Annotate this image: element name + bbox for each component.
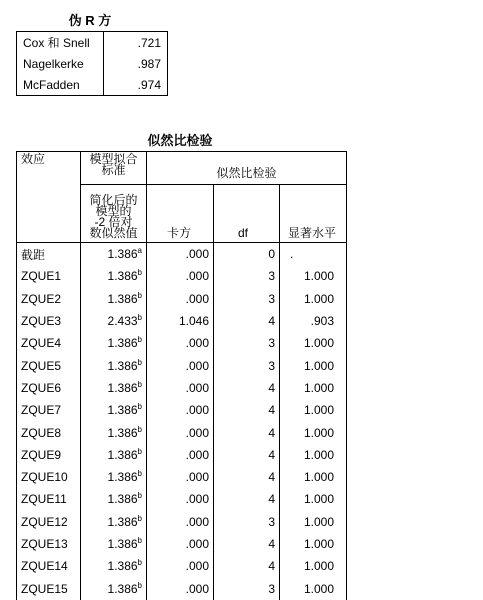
header-sig: 显著水平 <box>280 185 347 243</box>
pseudo-r2-label: McFadden <box>17 74 104 96</box>
lr-test-row <box>17 354 347 376</box>
lr-test-title: 似然比检验 <box>147 133 213 148</box>
neg2ll-value <box>81 243 147 266</box>
df-value: 4 <box>214 399 280 421</box>
lr-test-row <box>17 466 347 488</box>
sig-value: 1.000 <box>280 511 347 533</box>
sig-value: . <box>280 243 347 266</box>
pseudo-r2-row <box>17 32 168 54</box>
effect-name: ZQUE4 <box>17 332 81 354</box>
neg2ll-number: 1.386 <box>107 247 138 262</box>
effect-name: 截距 <box>17 243 81 266</box>
lr-test-row <box>17 377 347 399</box>
pseudo-r2-label: Nagelkerke <box>17 53 104 74</box>
neg2ll-value <box>81 310 147 332</box>
effect-name: ZQUE11 <box>17 488 81 510</box>
chi-square-value: .000 <box>147 511 214 533</box>
effect-name: ZQUE1 <box>17 265 81 287</box>
header-model-fit-text: 模型拟合 标准 <box>89 152 138 177</box>
footnote-marker: b <box>137 357 142 367</box>
lr-test-row <box>17 488 347 510</box>
df-value: 4 <box>214 421 280 443</box>
header-lr-group: 似然比检验 <box>147 152 347 185</box>
lr-test-row <box>17 243 347 266</box>
effect-name: ZQUE6 <box>17 377 81 399</box>
pseudo-r2-value: .974 <box>104 74 168 96</box>
neg2ll-number: 1.386 <box>107 380 138 395</box>
lr-test-row <box>17 332 347 354</box>
lr-test-row <box>17 577 347 599</box>
effect-name: ZQUE3 <box>17 310 81 332</box>
df-value: 3 <box>214 354 280 376</box>
neg2ll-value <box>81 288 147 310</box>
effect-name: ZQUE10 <box>17 466 81 488</box>
pseudo-r2-label: Cox 和 Snell <box>17 32 104 54</box>
footnote-marker: b <box>137 290 142 300</box>
header-effect: 效应 <box>17 152 81 243</box>
footnote-marker: b <box>137 536 142 545</box>
effect-name: ZQUE2 <box>17 288 81 310</box>
chi-square-value: .000 <box>147 555 214 577</box>
sig-value: 1.000 <box>280 444 347 466</box>
pseudo-r2-row <box>17 53 168 74</box>
sig-value: 1.000 <box>280 399 347 421</box>
df-value: 3 <box>214 288 280 310</box>
sig-value: 1.000 <box>280 354 347 376</box>
sig-value: 1.000 <box>280 533 347 555</box>
lr-test-table <box>16 151 347 600</box>
neg2ll-number: 1.386 <box>107 269 138 284</box>
lr-test-row <box>17 421 347 443</box>
neg2ll-value <box>81 533 147 555</box>
sig-value: 1.000 <box>280 555 347 577</box>
sig-value: .903 <box>280 310 347 332</box>
chi-square-value: .000 <box>147 399 214 421</box>
pseudo-r2-row <box>17 74 168 96</box>
neg2ll-value <box>81 555 147 577</box>
footnote-marker: b <box>137 424 142 434</box>
neg2ll-value <box>81 466 147 488</box>
header-df: df <box>214 185 280 243</box>
footnote-marker: b <box>137 268 142 278</box>
footnote-marker: b <box>137 335 142 345</box>
df-value: 4 <box>214 488 280 510</box>
footnote-marker: b <box>137 558 142 568</box>
footnote-marker: b <box>137 402 142 412</box>
neg2ll-number: 1.386 <box>107 447 138 462</box>
df-value: 3 <box>214 265 280 287</box>
neg2ll-number: 1.386 <box>107 559 138 574</box>
neg2ll-value <box>81 399 147 421</box>
df-value: 4 <box>214 533 280 555</box>
chi-square-value: .000 <box>147 243 214 266</box>
lr-test-row <box>17 399 347 421</box>
neg2ll-number: 1.386 <box>107 291 138 306</box>
effect-name: ZQUE13 <box>17 533 81 555</box>
neg2ll-value <box>81 577 147 599</box>
sig-value: 1.000 <box>280 265 347 287</box>
neg2ll-number: 1.386 <box>107 514 138 529</box>
footnote-marker: b <box>137 513 142 523</box>
chi-square-value: .000 <box>147 577 214 599</box>
header-chi-square: 卡方 <box>147 185 214 243</box>
neg2ll-number: 1.386 <box>107 470 138 485</box>
chi-square-value: 1.046 <box>147 310 214 332</box>
sig-value: 1.000 <box>280 577 347 599</box>
neg2ll-value <box>81 377 147 399</box>
df-value: 4 <box>214 377 280 399</box>
neg2ll-value <box>81 444 147 466</box>
chi-square-value: .000 <box>147 354 214 376</box>
footnote-marker: a <box>137 246 142 256</box>
chi-square-value: .000 <box>147 265 214 287</box>
footnote-marker: b <box>137 491 142 501</box>
lr-test-row <box>17 555 347 577</box>
sig-value: 1.000 <box>280 466 347 488</box>
effect-name: ZQUE14 <box>17 555 81 577</box>
footnote-marker: b <box>137 446 142 456</box>
header-neg2ll <box>81 185 147 243</box>
df-value: 4 <box>214 555 280 577</box>
effect-name: ZQUE8 <box>17 421 81 443</box>
pseudo-r2-value: .987 <box>104 53 168 74</box>
header-model-fit <box>81 152 147 185</box>
neg2ll-number: 1.386 <box>107 537 138 551</box>
effect-name: ZQUE7 <box>17 399 81 421</box>
chi-square-value: .000 <box>147 466 214 488</box>
neg2ll-value <box>81 265 147 287</box>
neg2ll-number: 1.386 <box>107 492 138 507</box>
sig-value: 1.000 <box>280 488 347 510</box>
df-value: 0 <box>214 243 280 266</box>
chi-square-value: .000 <box>147 377 214 399</box>
footnote-marker: b <box>137 580 142 590</box>
neg2ll-number: 2.433 <box>107 314 138 329</box>
df-value: 3 <box>214 577 280 599</box>
pseudo-r2-title: 伪 R 方 <box>68 13 112 28</box>
effect-name: ZQUE15 <box>17 577 81 599</box>
footnote-marker: b <box>137 313 142 323</box>
sig-value: 1.000 <box>280 421 347 443</box>
neg2ll-number: 1.386 <box>107 403 138 418</box>
lr-test-row <box>17 265 347 287</box>
df-value: 4 <box>214 444 280 466</box>
lr-test-row <box>17 444 347 466</box>
neg2ll-number: 1.386 <box>107 336 138 351</box>
lr-test-row <box>17 288 347 310</box>
df-value: 3 <box>214 332 280 354</box>
neg2ll-number: 1.386 <box>107 358 138 373</box>
neg2ll-value <box>81 354 147 376</box>
neg2ll-value <box>81 332 147 354</box>
df-value: 4 <box>214 466 280 488</box>
effect-name: ZQUE5 <box>17 354 81 376</box>
df-value: 3 <box>214 511 280 533</box>
footnote-marker: b <box>137 469 142 479</box>
chi-square-value: .000 <box>147 332 214 354</box>
sig-value: 1.000 <box>280 332 347 354</box>
chi-square-value: .000 <box>147 421 214 443</box>
chi-square-value: .000 <box>147 488 214 510</box>
lr-test-row <box>17 511 347 533</box>
neg2ll-value <box>81 421 147 443</box>
neg2ll-number: 1.386 <box>107 425 138 440</box>
chi-square-value: .000 <box>147 533 214 555</box>
lr-test-row <box>17 533 347 555</box>
effect-name: ZQUE12 <box>17 511 81 533</box>
neg2ll-value <box>81 488 147 510</box>
sig-value: 1.000 <box>280 288 347 310</box>
chi-square-value: .000 <box>147 444 214 466</box>
pseudo-r2-value: .721 <box>104 32 168 54</box>
chi-square-value: .000 <box>147 288 214 310</box>
pseudo-r2-table <box>16 31 168 96</box>
header-neg2ll-text: 简化后的 模型的 -2 倍对 数似然值 <box>89 193 138 240</box>
footnote-marker: b <box>137 379 142 389</box>
df-value: 4 <box>214 310 280 332</box>
sig-value: 1.000 <box>280 377 347 399</box>
neg2ll-value <box>81 511 147 533</box>
effect-name: ZQUE9 <box>17 444 81 466</box>
lr-test-row <box>17 310 347 332</box>
neg2ll-number: 1.386 <box>107 581 138 596</box>
